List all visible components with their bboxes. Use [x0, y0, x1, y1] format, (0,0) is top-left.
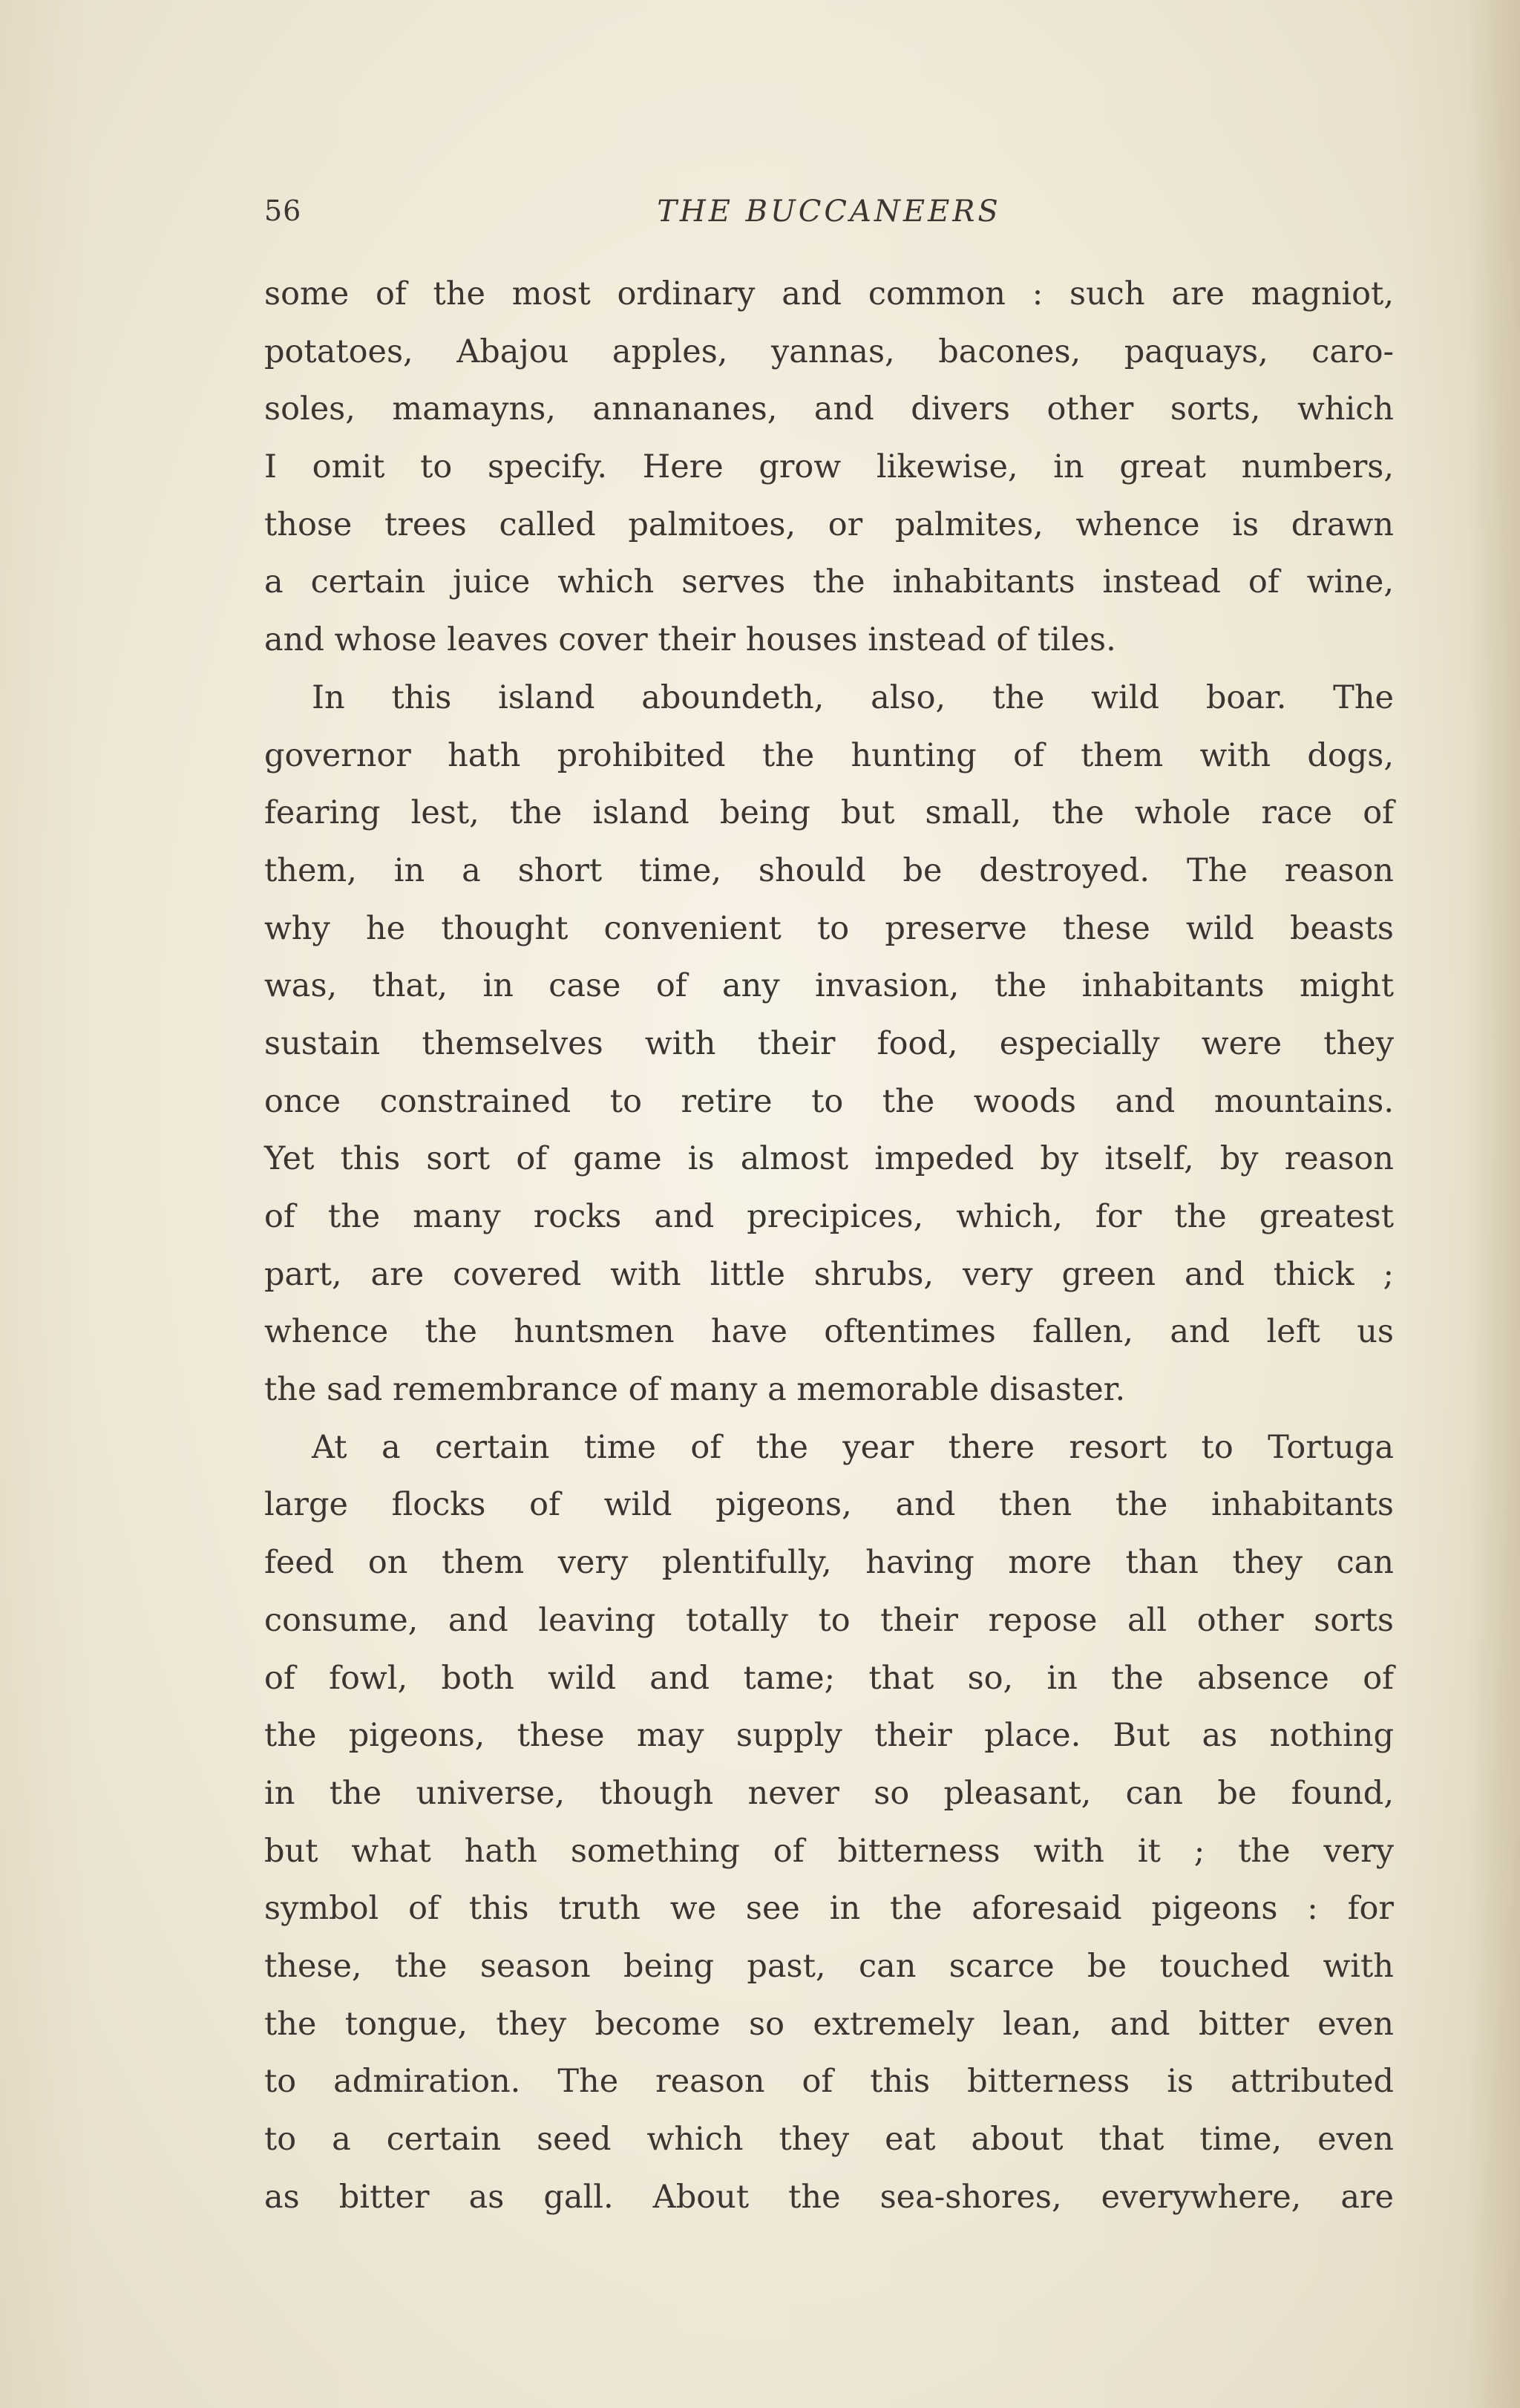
text-line: I omit to specify. Here grow likewise, in great numbers, [264, 448, 1394, 486]
text-line: to admiration. The reason of this bitterness is attributed [264, 2063, 1394, 2101]
text-line: Yet this sort of game is almost impeded by itself, by reason [264, 1140, 1394, 1178]
text-line: feed on them very plentifully, having more than they can [264, 1544, 1394, 1582]
text-line: potatoes, Abajou apples, yannas, bacones, paquays, caro- [264, 333, 1394, 370]
text-line: sustain themselves with their food, especially were they [264, 1024, 1394, 1062]
text-line: those trees called palmitoes, or palmites, whence is drawn [264, 506, 1394, 543]
text-line: them, in a short time, should be destroyed. The reason [264, 851, 1394, 889]
text-line: symbol of this truth we see in the aforesaid pigeons : for [264, 1890, 1394, 1928]
page-number: 56 [264, 194, 302, 227]
text-line: soles, mamayns, annananes, and divers other sorts, which [264, 390, 1394, 428]
text-line: of the many rocks and precipices, which, for the greatest [264, 1198, 1394, 1235]
text-line: a certain juice which serves the inhabitants instead of wine, [264, 563, 1394, 601]
text-line: of fowl, both wild and tame; that so, in the absence of [264, 1659, 1394, 1697]
body-text [264, 266, 1394, 2226]
text-line: why he thought convenient to preserve these wild beasts [264, 909, 1394, 947]
text-line: the tongue, they become so extremely lean, and bitter even [264, 2005, 1394, 2043]
text-line: these, the season being past, can scarce be touched with [264, 1947, 1394, 1985]
text-line: to a certain seed which they eat about that time, even [264, 2121, 1394, 2158]
text-line: as bitter as gall. About the sea-shores, everywhere, are [264, 2178, 1394, 2216]
text-line: part, are covered with little shrubs, very green and thick ; [264, 1255, 1394, 1293]
page-header [264, 194, 1394, 239]
running-head: THE BUCCANEERS [657, 194, 1001, 229]
text-line: consume, and leaving totally to their repose all other sorts [264, 1601, 1394, 1639]
text-line: was, that, in case of any invasion, the inhabitants might [264, 967, 1394, 1005]
text-line: once constrained to retire to the woods and mountains. [264, 1082, 1394, 1120]
text-line: fearing lest, the island being but small, the whole race of [264, 794, 1394, 832]
text-line: the sad remembrance of many a memorable disaster. [264, 1371, 1126, 1409]
text-line: but what hath something of bitterness with it ; the very [264, 1832, 1394, 1870]
text-line: the pigeons, these may supply their place. But as nothing [264, 1717, 1394, 1755]
text-line: some of the most ordinary and common : such are magniot, [264, 275, 1394, 313]
text-line: whence the huntsmen have oftentimes fallen, and left us [264, 1313, 1394, 1351]
text-line: governor hath prohibited the hunting of them with dogs, [264, 736, 1394, 774]
text-line: At a certain time of the year there resort to Tortuga [312, 1428, 1394, 1466]
text-line: and whose leaves cover their houses instead of tiles. [264, 621, 1116, 659]
text-line: large flocks of wild pigeons, and then the inhabitants [264, 1486, 1394, 1524]
text-line: in the universe, though never so pleasant, can be found, [264, 1774, 1394, 1812]
text-line: In this island aboundeth, also, the wild boar. The [312, 678, 1394, 716]
